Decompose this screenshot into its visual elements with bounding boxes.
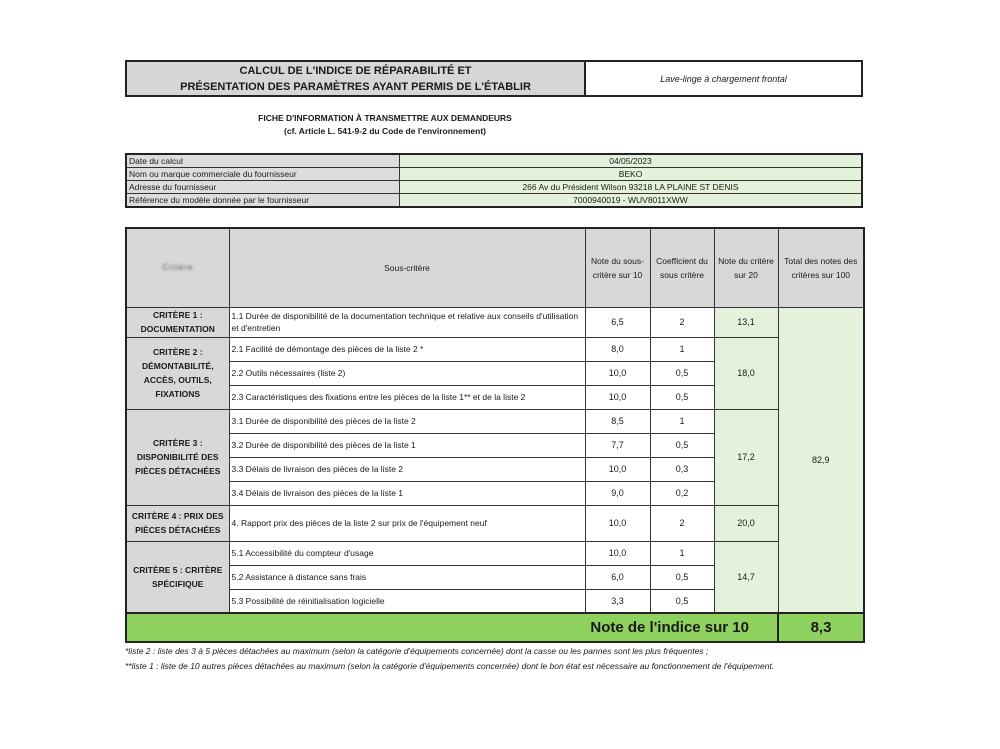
info-label: Adresse du fournisseur xyxy=(126,181,400,194)
sub-note: 6,5 xyxy=(585,307,650,337)
info-label: Référence du modèle donnée par le fournisseur xyxy=(126,194,400,208)
final-score-row xyxy=(126,613,864,642)
criterion-1-note: 13,1 xyxy=(714,307,778,337)
info-value: 04/05/2023 xyxy=(400,154,863,168)
table-row xyxy=(126,409,864,433)
col-note-sous: Note du sous-critère sur 10 xyxy=(585,228,650,307)
title-line-1: CALCUL DE L'INDICE DE RÉPARABILITÉ ET xyxy=(239,64,472,77)
sub-note: 9,0 xyxy=(585,481,650,505)
criterion-3-note: 17,2 xyxy=(714,409,778,505)
sub-coef: 0,3 xyxy=(650,457,714,481)
sub-coef: 0,5 xyxy=(650,361,714,385)
sub-coef: 1 xyxy=(650,337,714,361)
sub-coef: 1 xyxy=(650,409,714,433)
final-score-value: 8,3 xyxy=(778,613,864,642)
sub-note: 3,3 xyxy=(585,589,650,613)
sub-note: 10,0 xyxy=(585,361,650,385)
total-score: 82,9 xyxy=(778,307,864,613)
criterion-5: CRITÈRE 5 : CRITÈRE SPÉCIFIQUE xyxy=(126,541,229,613)
criterion-4-note: 20,0 xyxy=(714,505,778,541)
sub-criterion: 3.3 Délais de livraison des pièces de la liste 2 xyxy=(229,457,585,481)
info-value: 7000940019 - WUV8011XWW xyxy=(400,194,863,208)
sub-criterion: 3.2 Durée de disponibilité des pièces de la liste 1 xyxy=(229,433,585,457)
sub-coef: 0,5 xyxy=(650,433,714,457)
info-label: Date du calcul xyxy=(126,154,400,168)
sub-note: 10,0 xyxy=(585,541,650,565)
sub-criterion: 2.3 Caractéristiques des fixations entre les pièces de la liste 1** et de la liste 2 xyxy=(229,385,585,409)
fiche-line-1: FICHE D'INFORMATION À TRANSMETTRE AUX DEMANDEURS xyxy=(258,113,512,123)
sub-coef: 1 xyxy=(650,541,714,565)
supplier-info-table xyxy=(125,153,863,208)
header-title xyxy=(127,62,586,95)
criterion-1: CRITÈRE 1 : DOCUMENTATION xyxy=(126,307,229,337)
sub-note: 10,0 xyxy=(585,505,650,541)
criterion-4: CRITÈRE 4 : PRIX DES PIÈCES DÉTACHÉES xyxy=(126,505,229,541)
col-note-crit: Note du critère sur 20 xyxy=(714,228,778,307)
table-row xyxy=(126,505,864,541)
sub-note: 10,0 xyxy=(585,457,650,481)
col-coef: Coefficient du sous critère xyxy=(650,228,714,307)
sub-criterion: 3.1 Durée de disponibilité des pièces de la liste 2 xyxy=(229,409,585,433)
sub-criterion: 2.2 Outils nécessaires (liste 2) xyxy=(229,361,585,385)
criterion-5-note: 14,7 xyxy=(714,541,778,613)
sub-note: 7,7 xyxy=(585,433,650,457)
criterion-3: CRITÈRE 3 : DISPONIBILITÉ DES PIÈCES DÉTACHÉES xyxy=(126,409,229,505)
sub-note: 8,5 xyxy=(585,409,650,433)
col-critere: Critère xyxy=(126,228,229,307)
table-row xyxy=(126,337,864,361)
sub-criterion: 5.3 Possibilité de réinitialisation logicielle xyxy=(229,589,585,613)
criterion-2: CRITÈRE 2 : DÉMONTABILITÉ, ACCÈS, OUTILS, FIXATIONS xyxy=(126,337,229,409)
sub-note: 6,0 xyxy=(585,565,650,589)
sub-coef: 0,5 xyxy=(650,589,714,613)
footnote-liste-1: **liste 1 : liste de 10 autres pièces détachées au maximum (selon la catégorie d'équipements concernée) dont le bon état est nécessaire au fonctionnement de l'équipement. xyxy=(125,661,775,671)
footnote-liste-2: *liste 2 : liste des 3 à 5 pièces détachées au maximum (selon la catégorie d'équipements concernée) dont la casse ou les pannes sont les plus fréquentes ; xyxy=(125,646,709,656)
table-row xyxy=(126,541,864,565)
sub-coef: 0,5 xyxy=(650,385,714,409)
criterion-2-note: 18,0 xyxy=(714,337,778,409)
table-row xyxy=(126,307,864,337)
sub-note: 10,0 xyxy=(585,385,650,409)
footnotes xyxy=(125,644,865,674)
sub-criterion: 3.4 Délais de livraison des pièces de la liste 1 xyxy=(229,481,585,505)
product-type: Lave-linge à chargement frontal xyxy=(660,73,787,84)
info-label: Nom ou marque commerciale du fournisseur xyxy=(126,168,400,181)
col-sous-critere: Sous-critère xyxy=(229,228,585,307)
sub-criterion: 5.1 Accessibilité du compteur d'usage xyxy=(229,541,585,565)
sub-criterion: 2.1 Facilité de démontage des pièces de la liste 2 * xyxy=(229,337,585,361)
info-row xyxy=(126,168,862,181)
sub-coef: 0,2 xyxy=(650,481,714,505)
sub-criterion: 1.1 Durée de disponibilité de la documentation technique et relative aux conseils d'utilisation et d'entretien xyxy=(229,307,585,337)
col-total: Total des notes des critères sur 100 xyxy=(778,228,864,307)
info-row xyxy=(126,194,862,208)
score-table xyxy=(125,227,865,643)
sub-coef: 2 xyxy=(650,307,714,337)
sub-criterion: 5.2 Assistance à distance sans frais xyxy=(229,565,585,589)
sub-coef: 0,5 xyxy=(650,565,714,589)
sub-criterion: 4. Rapport prix des pièces de la liste 2 sur prix de l'équipement neuf xyxy=(229,505,585,541)
sub-note: 8,0 xyxy=(585,337,650,361)
info-value: BEKO xyxy=(400,168,863,181)
info-row xyxy=(126,181,862,194)
info-value: 266 Av du Président Wilson 93218 LA PLAINE ST DENIS xyxy=(400,181,863,194)
fiche-heading xyxy=(230,112,540,138)
sub-coef: 2 xyxy=(650,505,714,541)
info-row xyxy=(126,154,862,168)
table-header-row xyxy=(126,228,864,307)
fiche-line-2: (cf. Article L. 541-9-2 du Code de l'environnement) xyxy=(284,126,486,136)
header-box xyxy=(125,60,863,97)
title-line-2: PRÉSENTATION DES PARAMÈTRES AYANT PERMIS DE L'ÉTABLIR xyxy=(180,80,531,93)
final-score-label: Note de l'indice sur 10 xyxy=(126,613,778,642)
